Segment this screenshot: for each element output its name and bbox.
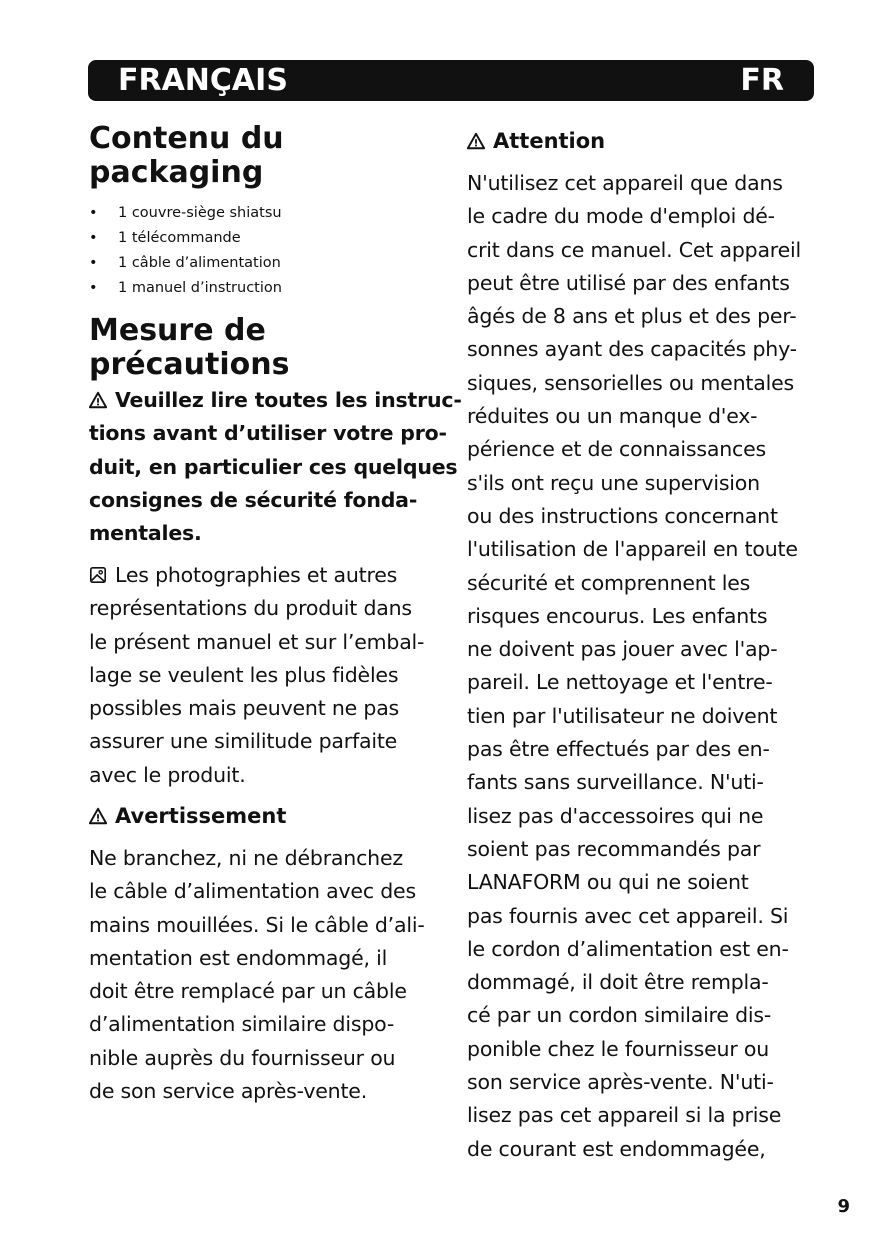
line-text: de son service après-vente. (89, 1079, 368, 1104)
text-line (467, 600, 801, 633)
heading-line: précautions (89, 347, 290, 382)
list-item: • 1 couvre-siège shiatsu (89, 201, 282, 226)
line-text: pas fournis avec cet appareil. Si (467, 903, 789, 928)
text-line (89, 484, 462, 517)
contents-list (89, 201, 282, 301)
precautions-heading (89, 314, 289, 382)
line-text: mentales. (89, 521, 202, 546)
text-line (89, 559, 424, 592)
warning-icon (89, 391, 107, 409)
attention-text (467, 167, 801, 1166)
line-text: peut être utilisé par des enfants (467, 270, 790, 295)
line-text: pareil. Le nettoyage et l'entre- (467, 670, 773, 695)
line-text: âgés de 8 ans et plus et des per- (467, 304, 797, 329)
text-line (467, 800, 801, 833)
text-line (467, 766, 801, 799)
text-line (89, 975, 425, 1008)
text-line (467, 866, 801, 899)
line-text: mains mouillées. Si le câble d’ali- (89, 912, 425, 937)
text-line (467, 367, 801, 400)
heading-line: Mesure de (89, 313, 266, 348)
line-text: ponible chez le fournisseur ou (467, 1036, 770, 1061)
line-text: réduites ou un manque d'ex- (467, 404, 758, 429)
line-text: le présent manuel et sur l’embal- (89, 629, 425, 654)
text-line (467, 1133, 801, 1166)
text-line (467, 900, 801, 933)
line-text: tions avant d’utiliser votre pro- (89, 421, 447, 446)
text-line (467, 400, 801, 433)
line-text: tien par l'utilisateur ne doivent (467, 703, 778, 728)
text-line (467, 200, 801, 233)
line-text: s'ils ont reçu une supervision (467, 470, 760, 495)
line-text: ne doivent pas jouer avec l'ap- (467, 637, 778, 662)
text-line (89, 942, 425, 975)
line-text: consignes de sécurité fonda- (89, 487, 418, 512)
line-text: Les photographies et autres (115, 563, 398, 587)
text-line (467, 999, 801, 1032)
line-text: représentations du produit dans (89, 596, 412, 621)
line-text: siques, sensorielles ou mentales (467, 370, 794, 395)
text-line (467, 234, 801, 267)
line-text: nible auprès du fournisseur ou (89, 1045, 396, 1070)
text-line (467, 1033, 801, 1066)
language-title: FRANÇAIS (118, 63, 288, 98)
line-text: doit être remplacé par un câble (89, 979, 407, 1004)
text-line (467, 700, 801, 733)
list-item: • 1 télécommande (89, 226, 282, 251)
warning-text (89, 842, 425, 1108)
heading-line: Contenu du (89, 121, 284, 156)
text-line (467, 267, 801, 300)
line-text: Veuillez lire toutes les instruc- (115, 388, 462, 412)
line-text: sonnes ayant des capacités phy- (467, 337, 797, 362)
text-line (467, 300, 801, 333)
line-text: cé par un cordon similaire dis- (467, 1003, 772, 1028)
text-line (467, 167, 801, 200)
text-line (89, 1075, 425, 1108)
line-text: mentation est endommagé, il (89, 945, 388, 970)
text-line (467, 567, 801, 600)
text-line (89, 842, 425, 875)
line-text: lage se veulent les plus fidèles (89, 662, 399, 687)
text-line (467, 966, 801, 999)
text-line (467, 500, 801, 533)
line-text: dommagé, il doit être rempla- (467, 970, 769, 995)
text-line (467, 1066, 801, 1099)
line-text: lisez pas d'accessoires qui ne (467, 803, 764, 828)
text-line (467, 933, 801, 966)
text-line (89, 659, 424, 692)
attention-heading (467, 126, 605, 156)
warning-icon (467, 132, 485, 150)
text-line (89, 517, 462, 550)
contents-heading (89, 122, 284, 190)
text-line (467, 833, 801, 866)
line-text: soient pas recommandés par (467, 836, 761, 861)
warning-icon (89, 807, 107, 825)
text-line (89, 909, 425, 942)
line-text: N'utilisez cet appareil que dans (467, 171, 783, 195)
line-text: le câble d’alimentation avec des (89, 879, 416, 904)
line-text: risques encourus. Les enfants (467, 603, 768, 628)
attention-title: Attention (493, 129, 606, 153)
text-line (467, 733, 801, 766)
text-line (89, 692, 424, 725)
line-text: ou des instructions concernant (467, 503, 778, 528)
text-line (467, 467, 801, 500)
line-text: périence et de connaissances (467, 437, 766, 462)
text-line (89, 725, 424, 758)
text-line (467, 433, 801, 466)
line-text: son service après-vente. N'uti- (467, 1070, 774, 1095)
line-text: Ne branchez, ni ne débranchez (89, 846, 403, 870)
line-text: le cordon d’alimentation est en- (467, 936, 789, 961)
line-text: lisez pas cet appareil si la prise (467, 1103, 782, 1128)
text-line (467, 333, 801, 366)
line-text: avec le produit. (89, 762, 246, 787)
line-text: LANAFORM ou qui ne soient (467, 870, 749, 895)
list-item: • 1 câble d’alimentation (89, 251, 282, 276)
text-line (467, 533, 801, 566)
text-line (89, 384, 462, 417)
text-line (467, 633, 801, 666)
text-line (89, 875, 425, 908)
text-line (89, 626, 424, 659)
line-text: crit dans ce manuel. Cet appareil (467, 237, 801, 262)
line-text: l'utilisation de l'appareil en toute (467, 537, 798, 562)
list-item: • 1 manuel d’instruction (89, 276, 282, 301)
line-text: sécurité et comprennent les (467, 570, 751, 595)
precautions-intro (89, 384, 462, 550)
line-text: possibles mais peuvent ne pas (89, 696, 400, 721)
heading-line: packaging (89, 155, 264, 190)
text-line (89, 759, 424, 792)
line-text: assurer une similitude parfaite (89, 729, 398, 754)
language-header-bar (88, 60, 814, 101)
text-line (89, 451, 462, 484)
text-line (89, 417, 462, 450)
text-line (89, 1042, 425, 1075)
text-line (89, 592, 424, 625)
line-text: de courant est endommagée, (467, 1136, 766, 1161)
warning-heading (89, 801, 286, 831)
line-text: pas être effectués par des en- (467, 737, 770, 762)
photo-disclaimer (89, 559, 424, 792)
line-text: duit, en particulier ces quelques (89, 454, 458, 479)
text-line (467, 666, 801, 699)
text-line (467, 1099, 801, 1132)
text-line (89, 1008, 425, 1041)
image-icon (89, 566, 107, 584)
page-number: 9 (837, 1196, 850, 1217)
language-code: FR (740, 63, 784, 98)
line-text: le cadre du mode d'emploi dé- (467, 204, 775, 229)
warning-title: Avertissement (115, 804, 287, 828)
line-text: fants sans surveillance. N'uti- (467, 770, 764, 795)
line-text: d’alimentation similaire dispo- (89, 1012, 395, 1037)
